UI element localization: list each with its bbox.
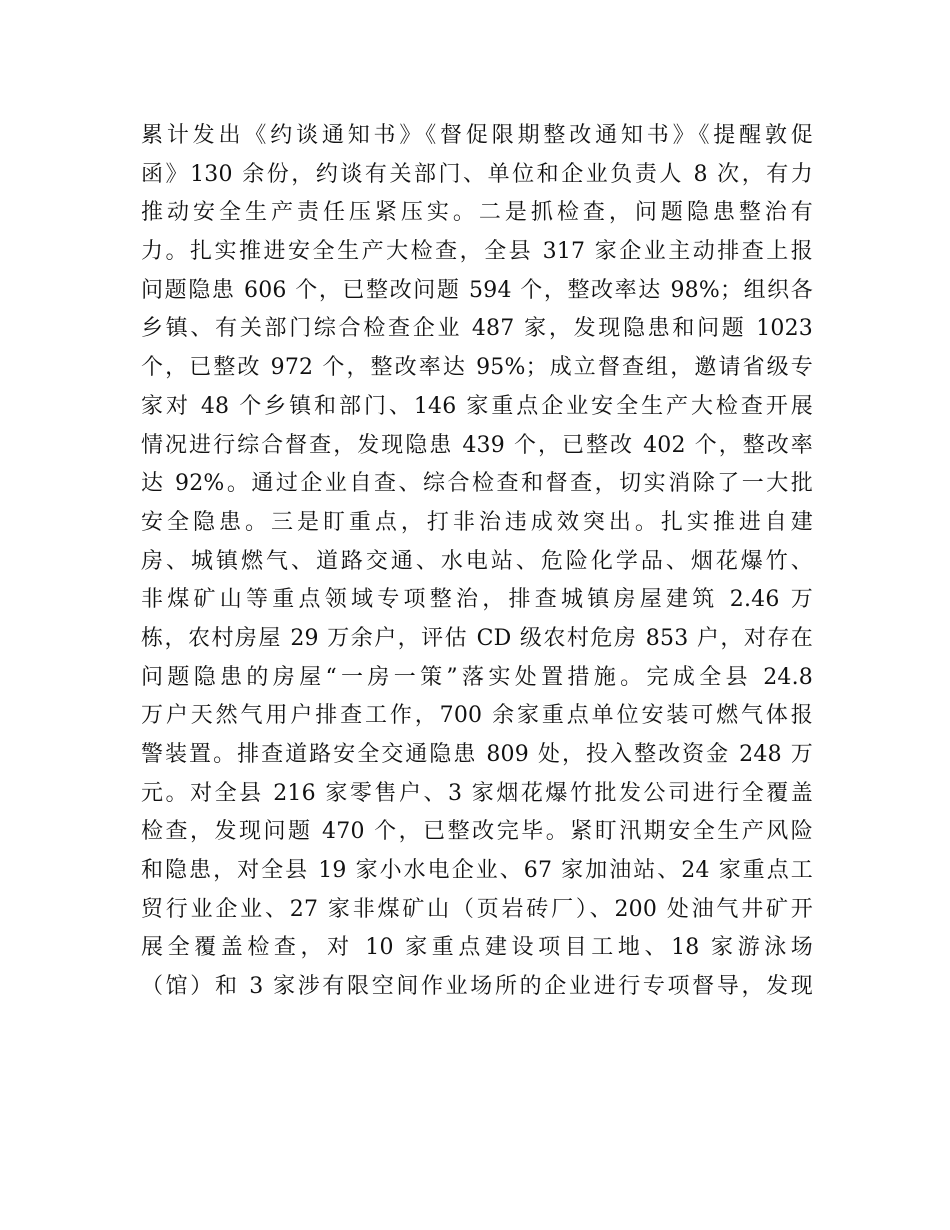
text-line: 乡镇、有关部门综合检查企业 487 家，发现隐患和问题 1023 <box>141 316 813 342</box>
text-line: 函》130 余份，约谈有关部门、单位和企业负责人 8 次，有力 <box>141 161 813 187</box>
text-line: 家对 48 个乡镇和部门、146 家重点企业安全生产大检查开展 <box>141 393 813 419</box>
text-line: 问题隐患的房屋“一房一策”落实处置措施。完成全县 24.8 <box>141 664 813 690</box>
text-line: 非煤矿山等重点领域专项整治，排查城镇房屋建筑 2.46 万 <box>141 587 813 613</box>
text-line: 警装置。排查道路安全交通隐患 809 处，投入整改资金 248 万 <box>141 742 813 767</box>
text-line: 推动安全生产责任压紧压实。二是抓检查，问题隐患整治有 <box>141 200 813 226</box>
text-line: 问题隐患 606 个，已整改问题 594 个，整改率达 98%；组织各 <box>141 277 813 303</box>
body-paragraph <box>141 117 813 1007</box>
text-line: 栋，农村房屋 29 万余户，评估 CD 级农村危房 853 户，对存在 <box>141 625 813 651</box>
text-line: 检查，发现问题 470 个，已整改完毕。紧盯汛期安全生产风险 <box>141 819 813 845</box>
text-line: 贸行业企业、27 家非煤矿山（页岩砖厂）、200 处油气井矿开 <box>141 896 813 922</box>
text-line: （馆）和 3 家涉有限空间作业场所的企业进行专项督导，发现 <box>141 974 813 1000</box>
text-line: 个，已整改 972 个，整改率达 95%；成立督查组，邀请省级专 <box>141 355 813 381</box>
text-line: 万户天然气用户排查工作，700 余家重点单位安装可燃气体报 <box>141 703 813 729</box>
text-line: 和隐患，对全县 19 家小水电企业、67 家加油站、24 家重点工 <box>141 858 813 884</box>
text-line: 情况进行综合督查，发现隐患 439 个，已整改 402 个，整改率 <box>141 432 813 458</box>
text-line: 房、城镇燃气、道路交通、水电站、危险化学品、烟花爆竹、 <box>141 548 813 574</box>
text-line: 累计发出《约谈通知书》《督促限期整改通知书》《提醒敦促 <box>141 123 813 148</box>
text-line: 力。扎实推进安全生产大检查，全县 317 家企业主动排查上报 <box>141 239 813 265</box>
text-line: 元。对全县 216 家零售户、3 家烟花爆竹批发公司进行全覆盖 <box>141 780 813 806</box>
text-line: 展全覆盖检查，对 10 家重点建设项目工地、18 家游泳场 <box>141 935 813 961</box>
text-line: 安全隐患。三是盯重点，打非治违成效突出。扎实推进自建 <box>141 509 813 535</box>
text-line: 达 92%。通过企业自查、综合检查和督查，切实消除了一大批 <box>141 471 813 497</box>
